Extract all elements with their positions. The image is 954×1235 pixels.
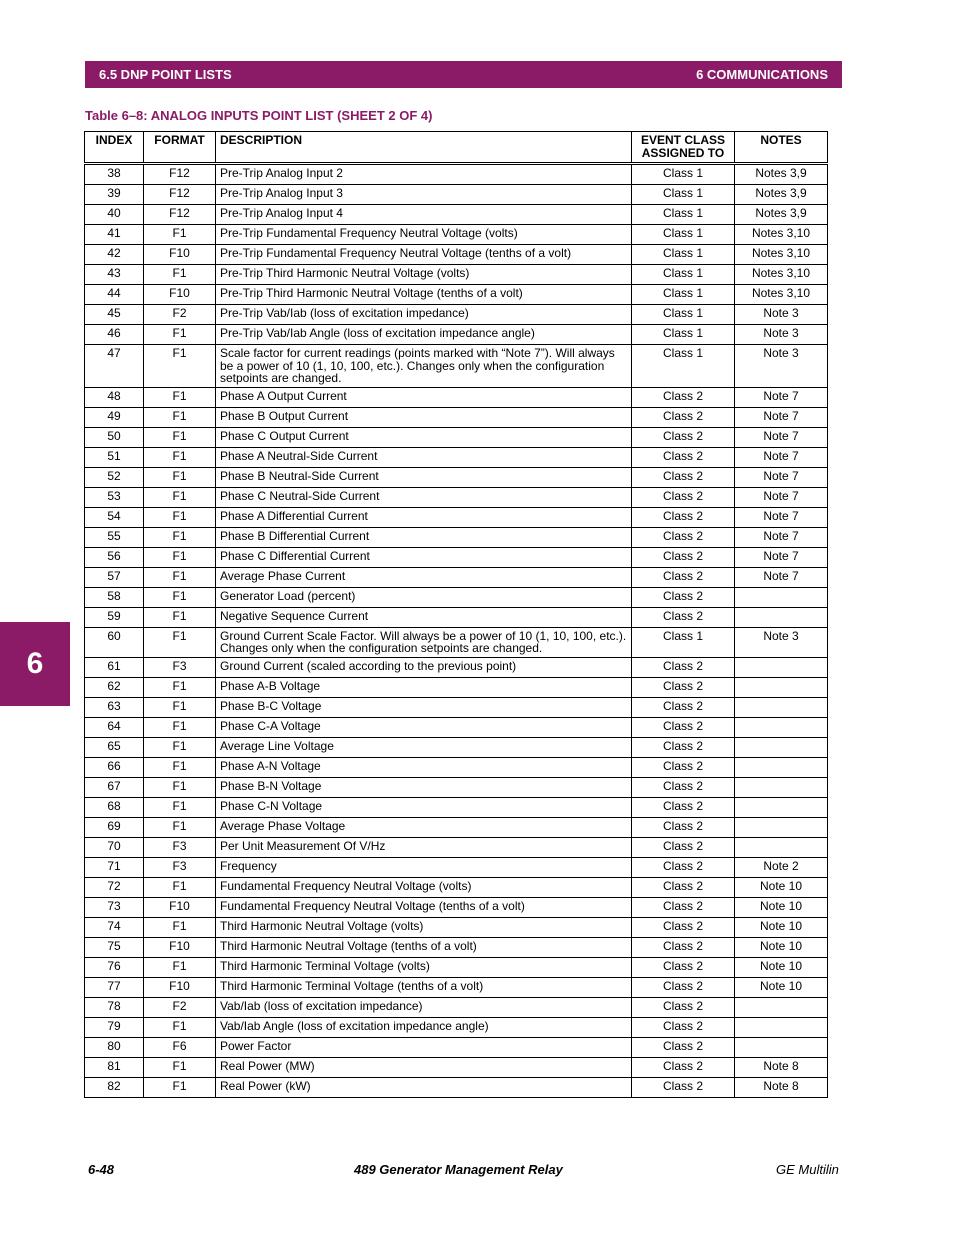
cell-format: F1 [144,717,216,737]
table-row [85,757,828,777]
cell-event-class: Class 2 [632,467,735,487]
cell-format: F1 [144,697,216,717]
table-row [85,325,828,345]
table-header-row [85,132,828,164]
cell-description: Third Harmonic Neutral Voltage (tenths of a volt) [216,937,632,957]
cell-format: F10 [144,285,216,305]
cell-format: F10 [144,937,216,957]
cell-format: F1 [144,917,216,937]
table-row [85,877,828,897]
cell-format: F1 [144,957,216,977]
table-row [85,567,828,587]
cell-description: Pre-Trip Analog Input 3 [216,185,632,205]
cell-format: F1 [144,627,216,657]
section-header-bar [85,61,842,88]
cell-index: 62 [85,677,144,697]
cell-notes: Notes 3,10 [735,225,828,245]
cell-description: Phase B Differential Current [216,527,632,547]
cell-event-class: Class 2 [632,957,735,977]
cell-format: F1 [144,817,216,837]
cell-notes: Note 3 [735,627,828,657]
cell-notes [735,817,828,837]
table-row [85,797,828,817]
cell-description: Per Unit Measurement Of V/Hz [216,837,632,857]
cell-description: Fundamental Frequency Neutral Voltage (tenths of a volt) [216,897,632,917]
cell-index: 54 [85,507,144,527]
table-row [85,427,828,447]
cell-event-class: Class 1 [632,205,735,225]
table-row [85,527,828,547]
cell-event-class: Class 1 [632,245,735,265]
cell-notes [735,837,828,857]
table-row [85,245,828,265]
cell-index: 71 [85,857,144,877]
cell-description: Phase B-C Voltage [216,697,632,717]
chapter-tab: 6 [0,622,70,706]
cell-notes [735,697,828,717]
cell-format: F1 [144,607,216,627]
cell-description: Phase B Neutral-Side Current [216,467,632,487]
cell-index: 48 [85,387,144,407]
cell-event-class: Class 2 [632,527,735,547]
section-header-left: 6.5 DNP POINT LISTS [99,67,232,82]
cell-format: F6 [144,1037,216,1057]
cell-description: Phase C Neutral-Side Current [216,487,632,507]
cell-format: F1 [144,1017,216,1037]
cell-event-class: Class 2 [632,657,735,677]
cell-event-class: Class 1 [632,164,735,185]
cell-description: Average Line Voltage [216,737,632,757]
table-row [85,837,828,857]
cell-index: 42 [85,245,144,265]
cell-format: F3 [144,657,216,677]
cell-notes: Note 10 [735,977,828,997]
table-row [85,657,828,677]
cell-description: Pre-Trip Vab/Iab Angle (loss of excitation impedance angle) [216,325,632,345]
table-row [85,857,828,877]
table-row [85,777,828,797]
cell-index: 79 [85,1017,144,1037]
table-row [85,737,828,757]
cell-format: F1 [144,387,216,407]
cell-notes: Note 3 [735,345,828,388]
cell-format: F1 [144,325,216,345]
column-header-event-class: EVENT CLASS ASSIGNED TO [632,132,735,164]
section-header-right: 6 COMMUNICATIONS [696,67,828,82]
table-row [85,627,828,657]
table-row [85,447,828,467]
cell-description: Average Phase Voltage [216,817,632,837]
cell-index: 73 [85,897,144,917]
cell-notes [735,657,828,677]
cell-notes: Note 3 [735,325,828,345]
cell-event-class: Class 2 [632,1057,735,1077]
cell-notes: Note 7 [735,467,828,487]
cell-format: F1 [144,507,216,527]
table-row [85,717,828,737]
cell-description: Scale factor for current readings (points marked with “Note 7”). Will always be a power of 10 (1, 10, 100, etc.). Changes only when the configuration setpoints are changed. [216,345,632,388]
cell-description: Pre-Trip Analog Input 4 [216,205,632,225]
table-row [85,917,828,937]
cell-index: 67 [85,777,144,797]
cell-description: Negative Sequence Current [216,607,632,627]
cell-format: F1 [144,1077,216,1097]
table-row [85,1017,828,1037]
cell-format: F12 [144,164,216,185]
cell-event-class: Class 2 [632,797,735,817]
cell-event-class: Class 1 [632,265,735,285]
cell-notes [735,777,828,797]
page-number: 6-48 [88,1162,115,1177]
cell-index: 64 [85,717,144,737]
table-row [85,467,828,487]
cell-event-class: Class 2 [632,487,735,507]
cell-format: F1 [144,467,216,487]
cell-description: Pre-Trip Third Harmonic Neutral Voltage (volts) [216,265,632,285]
table-row [85,997,828,1017]
cell-notes [735,717,828,737]
cell-index: 76 [85,957,144,977]
table-row [85,265,828,285]
cell-event-class: Class 2 [632,737,735,757]
cell-index: 66 [85,757,144,777]
cell-index: 55 [85,527,144,547]
cell-index: 68 [85,797,144,817]
cell-description: Ground Current (scaled according to the previous point) [216,657,632,677]
cell-description: Pre-Trip Analog Input 2 [216,164,632,185]
cell-notes [735,587,828,607]
cell-event-class: Class 2 [632,507,735,527]
cell-notes: Note 10 [735,877,828,897]
cell-format: F12 [144,205,216,225]
cell-index: 82 [85,1077,144,1097]
cell-description: Phase A-N Voltage [216,757,632,777]
cell-description: Vab/Iab Angle (loss of excitation impedance angle) [216,1017,632,1037]
cell-description: Phase C-A Voltage [216,717,632,737]
cell-event-class: Class 2 [632,837,735,857]
cell-notes: Note 7 [735,427,828,447]
cell-notes: Note 7 [735,407,828,427]
cell-notes: Note 7 [735,567,828,587]
cell-description: Power Factor [216,1037,632,1057]
cell-event-class: Class 2 [632,697,735,717]
cell-index: 47 [85,345,144,388]
document-title: 489 Generator Management Relay [354,1162,563,1177]
cell-index: 43 [85,265,144,285]
cell-notes: Note 10 [735,937,828,957]
cell-format: F3 [144,837,216,857]
table-body [85,164,828,1098]
cell-index: 49 [85,407,144,427]
cell-index: 81 [85,1057,144,1077]
cell-format: F1 [144,225,216,245]
cell-description: Phase C Output Current [216,427,632,447]
cell-event-class: Class 2 [632,937,735,957]
cell-index: 58 [85,587,144,607]
cell-notes: Note 7 [735,527,828,547]
column-header-format: FORMAT [144,132,216,164]
cell-index: 77 [85,977,144,997]
cell-notes: Notes 3,9 [735,164,828,185]
cell-format: F1 [144,587,216,607]
cell-description: Average Phase Current [216,567,632,587]
cell-format: F2 [144,997,216,1017]
cell-index: 78 [85,997,144,1017]
cell-notes [735,737,828,757]
cell-event-class: Class 2 [632,1077,735,1097]
cell-description: Phase C-N Voltage [216,797,632,817]
cell-event-class: Class 1 [632,225,735,245]
cell-description: Third Harmonic Neutral Voltage (volts) [216,917,632,937]
table-row [85,677,828,697]
cell-notes [735,677,828,697]
cell-format: F3 [144,857,216,877]
cell-format: F10 [144,245,216,265]
cell-format: F1 [144,547,216,567]
cell-format: F1 [144,1057,216,1077]
table-row [85,225,828,245]
cell-index: 57 [85,567,144,587]
cell-event-class: Class 2 [632,387,735,407]
cell-event-class: Class 2 [632,677,735,697]
cell-event-class: Class 1 [632,325,735,345]
cell-index: 46 [85,325,144,345]
cell-format: F1 [144,407,216,427]
cell-notes: Note 8 [735,1077,828,1097]
cell-event-class: Class 2 [632,877,735,897]
cell-event-class: Class 2 [632,897,735,917]
cell-format: F1 [144,777,216,797]
table-row [85,507,828,527]
cell-index: 39 [85,185,144,205]
cell-event-class: Class 1 [632,345,735,388]
table-title: Table 6–8: ANALOG INPUTS POINT LIST (SHEET 2 OF 4) [85,108,433,123]
cell-description: Phase C Differential Current [216,547,632,567]
cell-description: Generator Load (percent) [216,587,632,607]
table-row [85,1077,828,1097]
cell-format: F10 [144,977,216,997]
cell-index: 40 [85,205,144,225]
cell-event-class: Class 2 [632,977,735,997]
cell-event-class: Class 2 [632,407,735,427]
cell-description: Phase A Neutral-Side Current [216,447,632,467]
table-row [85,487,828,507]
cell-description: Pre-Trip Fundamental Frequency Neutral Voltage (tenths of a volt) [216,245,632,265]
cell-format: F1 [144,567,216,587]
cell-event-class: Class 2 [632,587,735,607]
cell-event-class: Class 2 [632,607,735,627]
cell-notes: Notes 3,10 [735,265,828,285]
cell-index: 41 [85,225,144,245]
table-row [85,977,828,997]
cell-event-class: Class 1 [632,285,735,305]
cell-event-class: Class 2 [632,777,735,797]
cell-format: F1 [144,265,216,285]
cell-index: 50 [85,427,144,447]
cell-notes [735,1037,828,1057]
cell-notes: Notes 3,9 [735,185,828,205]
cell-description: Vab/Iab (loss of excitation impedance) [216,997,632,1017]
cell-event-class: Class 1 [632,627,735,657]
cell-notes: Note 7 [735,547,828,567]
table-row [85,897,828,917]
table-row [85,697,828,717]
cell-format: F1 [144,345,216,388]
cell-notes: Notes 3,10 [735,245,828,265]
cell-event-class: Class 2 [632,447,735,467]
cell-notes [735,997,828,1017]
cell-description: Ground Current Scale Factor. Will always be a power of 10 (1, 10, 100, etc.). Changes only when the configuration setpoints are changed. [216,627,632,657]
cell-index: 51 [85,447,144,467]
cell-format: F1 [144,487,216,507]
cell-format: F1 [144,427,216,447]
cell-description: Fundamental Frequency Neutral Voltage (volts) [216,877,632,897]
table-row [85,407,828,427]
cell-event-class: Class 2 [632,717,735,737]
cell-format: F2 [144,305,216,325]
table-row [85,1057,828,1077]
cell-format: F1 [144,797,216,817]
cell-description: Real Power (kW) [216,1077,632,1097]
cell-format: F10 [144,897,216,917]
cell-index: 60 [85,627,144,657]
analog-inputs-table [84,131,828,1098]
cell-event-class: Class 2 [632,1037,735,1057]
cell-notes: Note 10 [735,897,828,917]
cell-index: 56 [85,547,144,567]
cell-notes: Note 10 [735,957,828,977]
cell-description: Frequency [216,857,632,877]
cell-index: 75 [85,937,144,957]
cell-event-class: Class 2 [632,547,735,567]
cell-index: 45 [85,305,144,325]
cell-description: Real Power (MW) [216,1057,632,1077]
cell-index: 80 [85,1037,144,1057]
table-row [85,285,828,305]
cell-notes [735,757,828,777]
cell-description: Phase B-N Voltage [216,777,632,797]
cell-index: 74 [85,917,144,937]
cell-index: 53 [85,487,144,507]
cell-description: Pre-Trip Fundamental Frequency Neutral Voltage (volts) [216,225,632,245]
cell-notes: Notes 3,10 [735,285,828,305]
cell-format: F1 [144,447,216,467]
cell-event-class: Class 2 [632,757,735,777]
cell-description: Phase A-B Voltage [216,677,632,697]
cell-index: 52 [85,467,144,487]
table-row [85,937,828,957]
cell-notes: Note 7 [735,447,828,467]
cell-index: 38 [85,164,144,185]
cell-description: Phase A Differential Current [216,507,632,527]
table-row [85,205,828,225]
cell-notes: Notes 3,9 [735,205,828,225]
cell-notes [735,797,828,817]
cell-format: F1 [144,757,216,777]
cell-event-class: Class 2 [632,1017,735,1037]
cell-format: F1 [144,877,216,897]
column-header-description: DESCRIPTION [216,132,632,164]
cell-description: Pre-Trip Third Harmonic Neutral Voltage (tenths of a volt) [216,285,632,305]
cell-index: 59 [85,607,144,627]
column-header-notes: NOTES [735,132,828,164]
column-header-index: INDEX [85,132,144,164]
cell-index: 70 [85,837,144,857]
cell-description: Pre-Trip Vab/Iab (loss of excitation impedance) [216,305,632,325]
cell-notes: Note 3 [735,305,828,325]
table-row [85,817,828,837]
cell-index: 72 [85,877,144,897]
cell-notes: Note 8 [735,1057,828,1077]
cell-event-class: Class 1 [632,185,735,205]
cell-description: Third Harmonic Terminal Voltage (volts) [216,957,632,977]
cell-event-class: Class 2 [632,567,735,587]
cell-notes [735,1017,828,1037]
cell-event-class: Class 2 [632,817,735,837]
cell-format: F1 [144,737,216,757]
cell-format: F1 [144,527,216,547]
cell-index: 63 [85,697,144,717]
cell-index: 44 [85,285,144,305]
cell-notes: Note 2 [735,857,828,877]
cell-event-class: Class 2 [632,857,735,877]
table-row [85,164,828,185]
cell-index: 61 [85,657,144,677]
cell-description: Phase B Output Current [216,407,632,427]
table-row [85,387,828,407]
table-row [85,607,828,627]
cell-index: 65 [85,737,144,757]
table-row [85,587,828,607]
table-row [85,345,828,388]
cell-event-class: Class 2 [632,917,735,937]
cell-format: F1 [144,677,216,697]
table-row [85,1037,828,1057]
cell-notes: Note 7 [735,507,828,527]
cell-description: Phase A Output Current [216,387,632,407]
table-row [85,547,828,567]
cell-event-class: Class 2 [632,427,735,447]
cell-event-class: Class 1 [632,305,735,325]
table-row [85,957,828,977]
cell-event-class: Class 2 [632,997,735,1017]
cell-notes: Note 7 [735,487,828,507]
cell-description: Third Harmonic Terminal Voltage (tenths of a volt) [216,977,632,997]
cell-notes: Note 10 [735,917,828,937]
cell-format: F12 [144,185,216,205]
cell-notes [735,607,828,627]
table-row [85,185,828,205]
company-name: GE Multilin [776,1162,839,1177]
cell-notes: Note 7 [735,387,828,407]
table-row [85,305,828,325]
cell-index: 69 [85,817,144,837]
